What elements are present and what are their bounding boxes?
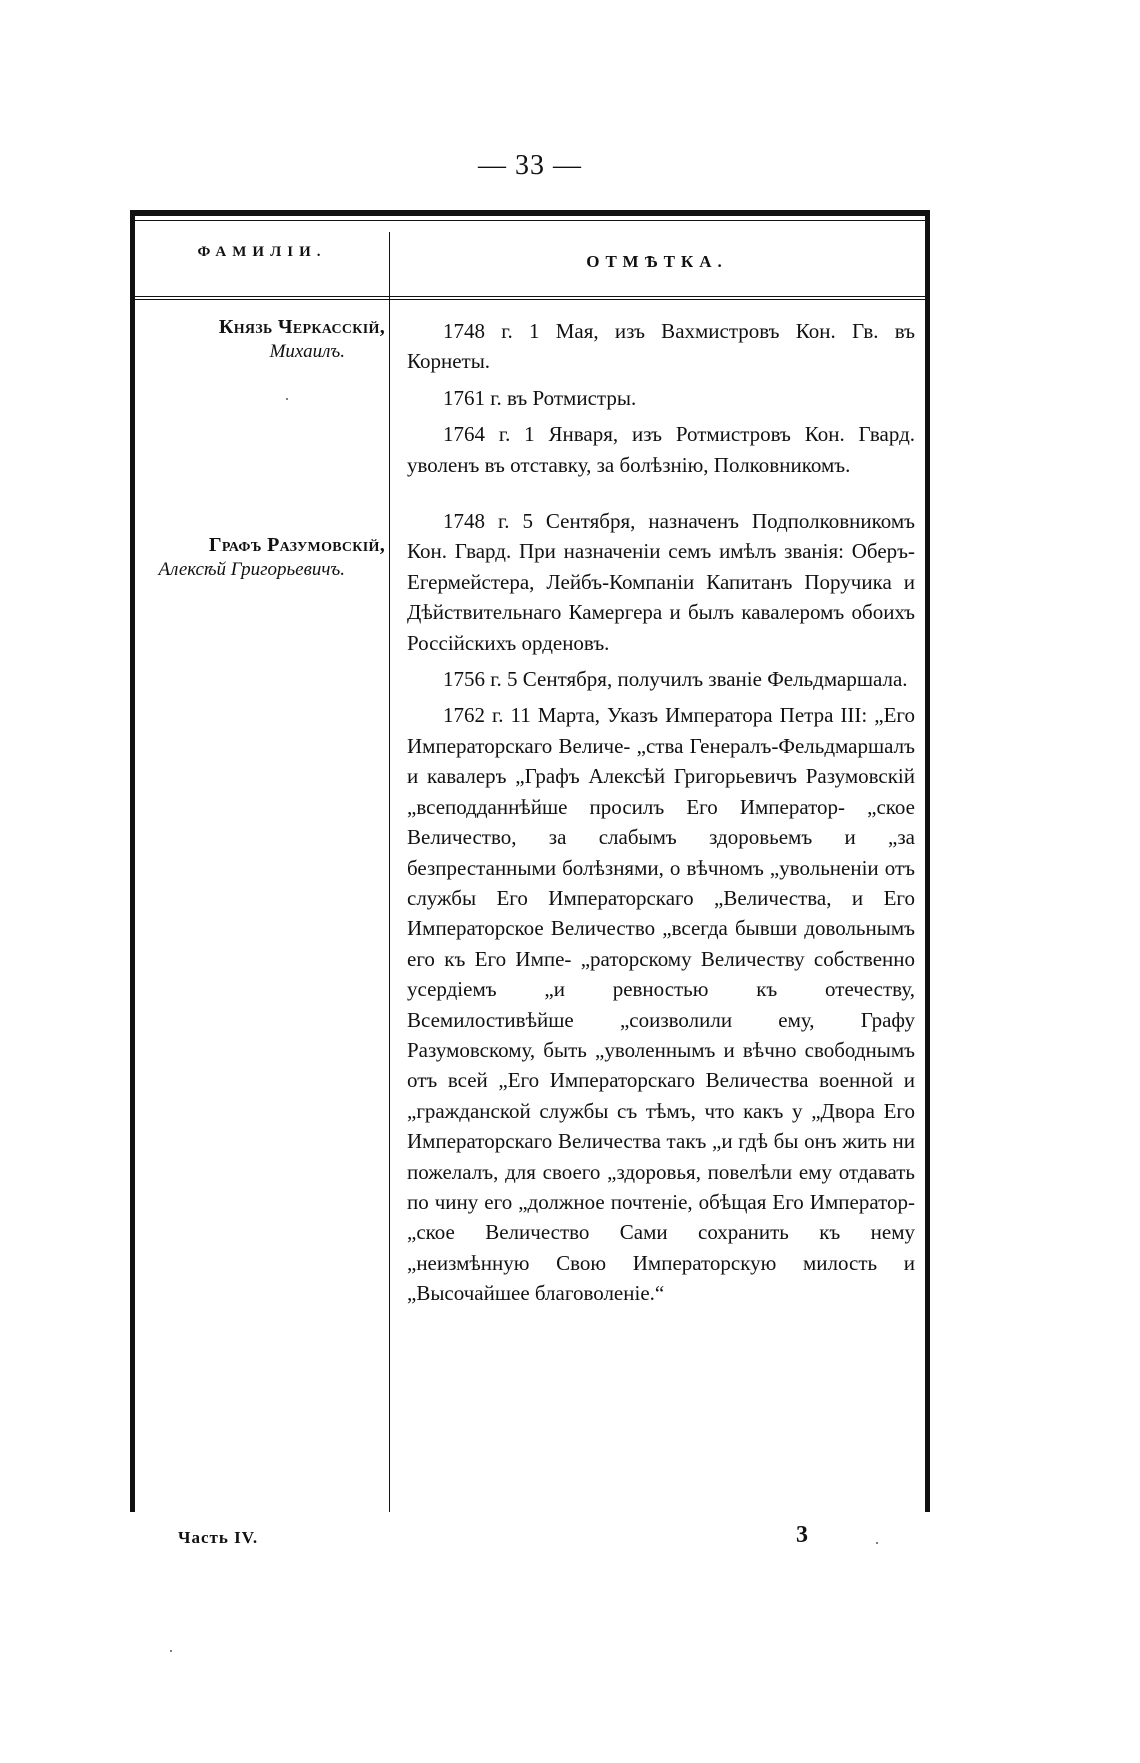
register-table <box>130 210 930 1512</box>
column-divider <box>389 232 390 1512</box>
header-names: ФАМИЛІИ. <box>197 244 327 260</box>
person-title: Князь Черкасскій, <box>218 316 385 338</box>
table-header <box>135 220 925 300</box>
entry-razumovsky-1748: 1748 г. 5 Сентября, назначенъ Подполковникомъ Кон. Гвард. При назначеніи семъ имѣлъ званія: Оберъ-Егермейстера, Лейбъ-Компаніи Капитанъ Поручика и Дѣйствительнаго Камергера и былъ кавалеромъ обоихъ Россійскихъ орденовъ. <box>407 509 915 655</box>
paper-speck <box>876 1542 878 1544</box>
header-marks: ОТМѢТКА. <box>586 252 728 271</box>
entry-cherkassky-1764: 1764 г. 1 Января, изъ Ротмистровъ Кон. Гвард. уволенъ въ отставку, за болѣзнію, Полковникомъ. <box>407 422 915 477</box>
entry-cherkassky-1761: 1761 г. въ Ротмистры. <box>443 385 637 410</box>
person-given-name: Михаилъ. <box>269 341 345 362</box>
part-label: Часть IV. <box>178 1528 259 1547</box>
person-given-name: Алексѣй Григорьевичъ. <box>158 559 345 580</box>
paper-speck <box>170 1650 172 1652</box>
marks-column <box>407 316 915 1309</box>
entry-razumovsky-1762: 1762 г. 11 Марта, Указъ Императора Петра III: „Его Императорскаго Величе- „ства Генералъ-Фельдмаршалъ и кавалеръ „Графъ Алексѣй Григорьевичъ Разумовскій „всеподданнѣйше просилъ Его Император- „ское Величество, за слабымъ здоровьемъ и „за безпрестанными болѣзнями, о вѣчномъ „увольненіи отъ службы Его Императорскаго „Величества, и Его Императорское Величество „всегда бывши довольнымъ его къ Его Импе- „раторскому Величеству собственно усердіемъ „и ревностью къ отечеству, Всемилостивѣйше „соизволили ему, Графу Разумовскому, быть „уволеннымъ и вѣчно свободнымъ отъ всей „Его Императорскаго Величества военной и „гражданской службы съ тѣмъ, что какъ у „Двора Его Императорскаго Величества такъ „и гдѣ бы онъ жить ни пожелалъ, для своего „здоровья, повелѣли ему отдавать по чину его „должное почтеніе, обѣщая Его Император- „ское Величество Сами сохранить къ нему „неизмѣнную Свою Императорскую милость и „Высочайшее благоволеніе.“ <box>407 703 915 1306</box>
person-name-razumovsky <box>135 534 387 581</box>
entry-razumovsky-1756: 1756 г. 5 Сентября, получилъ званіе Фельдмаршала. <box>443 667 908 692</box>
signature-mark: 3 <box>796 1522 808 1548</box>
page-number: — 33 — <box>478 150 582 181</box>
person-title: Графъ Разумовскій, <box>208 534 385 556</box>
entry-cherkassky-1748: 1748 г. 1 Мая, изъ Вахмистровъ Кон. Гв. въ Корнеты. <box>407 319 915 374</box>
person-name-cherkassky <box>135 316 387 363</box>
paper-speck <box>286 398 288 400</box>
